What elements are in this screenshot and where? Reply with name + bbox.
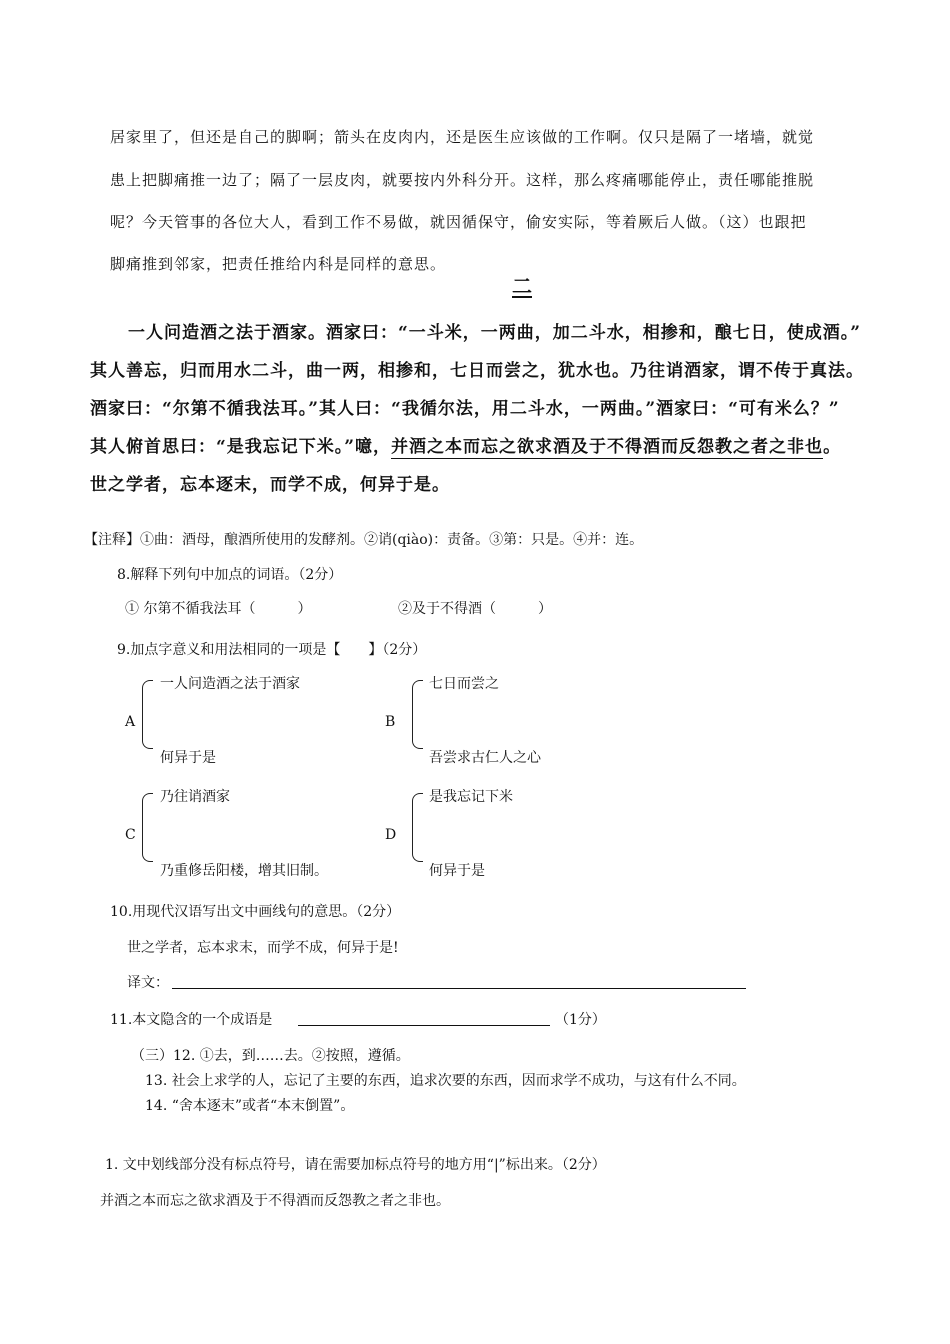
brace-c-top [142,793,153,828]
section-title: 二 [512,274,532,298]
option-d-bottom: 何异于是 [429,863,485,879]
option-b-top: 七日而尝之 [429,676,499,692]
brace-b-bottom [412,714,423,749]
brace-d-top [412,793,423,828]
option-a-bottom: 何异于是 [160,750,216,766]
question-10-answer-line[interactable] [172,988,746,989]
option-c-bottom: 乃重修岳阳楼，增其旧制。 [160,863,328,879]
question-11-points: （1分） [555,1012,606,1028]
question-10-sentence: 世之学者，忘本求末，而学不成，何异于是! [127,940,399,956]
passage-line-1: 一人问造酒之法于酒家。酒家曰：“一斗米，一两曲，加二斗水，相掺和，酿七日，使成酒。” [128,323,862,343]
question-8-title: 8.解释下列句中加点的词语。（2分） [117,567,343,583]
option-c-top: 乃往诮酒家 [160,789,230,805]
question-1-sentence: 并酒之本而忘之欲求酒及于不得酒而反怨教之者之非也。 [100,1193,450,1209]
question-11-answer-line[interactable] [298,1025,550,1026]
option-d-top: 是我忘记下米 [429,789,513,805]
answer-12: （三）12. ①去，到……去。②按照，遵循。 [131,1048,410,1064]
passage-line-2: 其人善忘，归而用水二斗，曲一两，相掺和，七日而尝之，犹水也。乃往诮酒家，谓不传于真法。 [90,361,864,381]
answer-13: 13. 社会上求学的人，忘记了主要的东西，追求次要的东西，因而求学不成功，与这有什么不同。 [145,1073,746,1089]
translation-line-2: 患上把脚痛推一边了；隔了一层皮肉，就要按内外科分开。这样，那么疼痛哪能停止，责任哪能推脱 [110,171,815,189]
question-10-answer-label: 译文： [127,975,169,991]
option-d-label: D [385,827,397,843]
brace-d-bottom [412,827,423,862]
passage-line-4-pre: 其人俯首思曰：“是我忘记下米。”噫， [90,437,392,457]
translation-line-4: 脚痛推到邻家，把责任推给内科是同样的意思。 [110,255,447,273]
option-b-bottom: 吾尝求古仁人之心 [429,750,541,766]
question-9-title: 9.加点字意义和用法相同的一项是【 】（2分） [117,642,427,658]
translation-line-1: 居家里了，但还是自己的脚啊；箭头在皮肉内，还是医生应该做的工作啊。仅只是隔了一堵墙，就觉 [110,128,815,146]
question-1-title: 1. 文中划线部分没有标点符号，请在需要加标点符号的地方用“|”标出来。（2分） [105,1157,606,1173]
option-c-label: C [125,827,136,843]
option-b-label: B [385,714,396,730]
question-8-item-2: ②及于不得酒（ ） [398,601,552,617]
passage-line-4-post: 。 [823,437,842,457]
passage-line-4 [90,432,841,457]
notes: 【注释】①曲：酒母，酿酒所使用的发酵剂。②诮(qiào)：责备。③第：只是。④并：连。 [84,532,644,548]
question-8-item-1: ① 尔第不循我法耳（ ） [125,601,312,617]
brace-a-bottom [142,714,153,749]
option-a-label: A [125,714,136,730]
option-a-top: 一人问造酒之法于酒家 [160,676,300,692]
question-10-title: 10.用现代汉语写出文中画线句的意思。（2分） [110,904,401,920]
passage-line-5: 世之学者，忘本逐末，而学不成，何异于是。 [90,475,450,495]
underlined-sentence: 并酒之本而忘之欲求酒及于不得酒而反怨教之者之非也 [391,437,824,457]
brace-a-top [142,680,153,715]
question-11-title: 11.本文隐含的一个成语是 [110,1012,273,1028]
answer-14: 14. “舍本逐末”或者“本末倒置”。 [145,1098,355,1114]
brace-c-bottom [142,827,153,862]
translation-line-3: 呢？今天管事的各位大人，看到工作不易做，就因循保守，偷安实际，等着厥后人做。（这）也跟把 [110,213,807,231]
passage-line-3: 酒家曰：“尔第不循我法耳。”其人曰：“我循尔法，用二斗水，一两曲。”酒家曰：“可有米么？” [90,399,840,419]
brace-b-top [412,680,423,715]
